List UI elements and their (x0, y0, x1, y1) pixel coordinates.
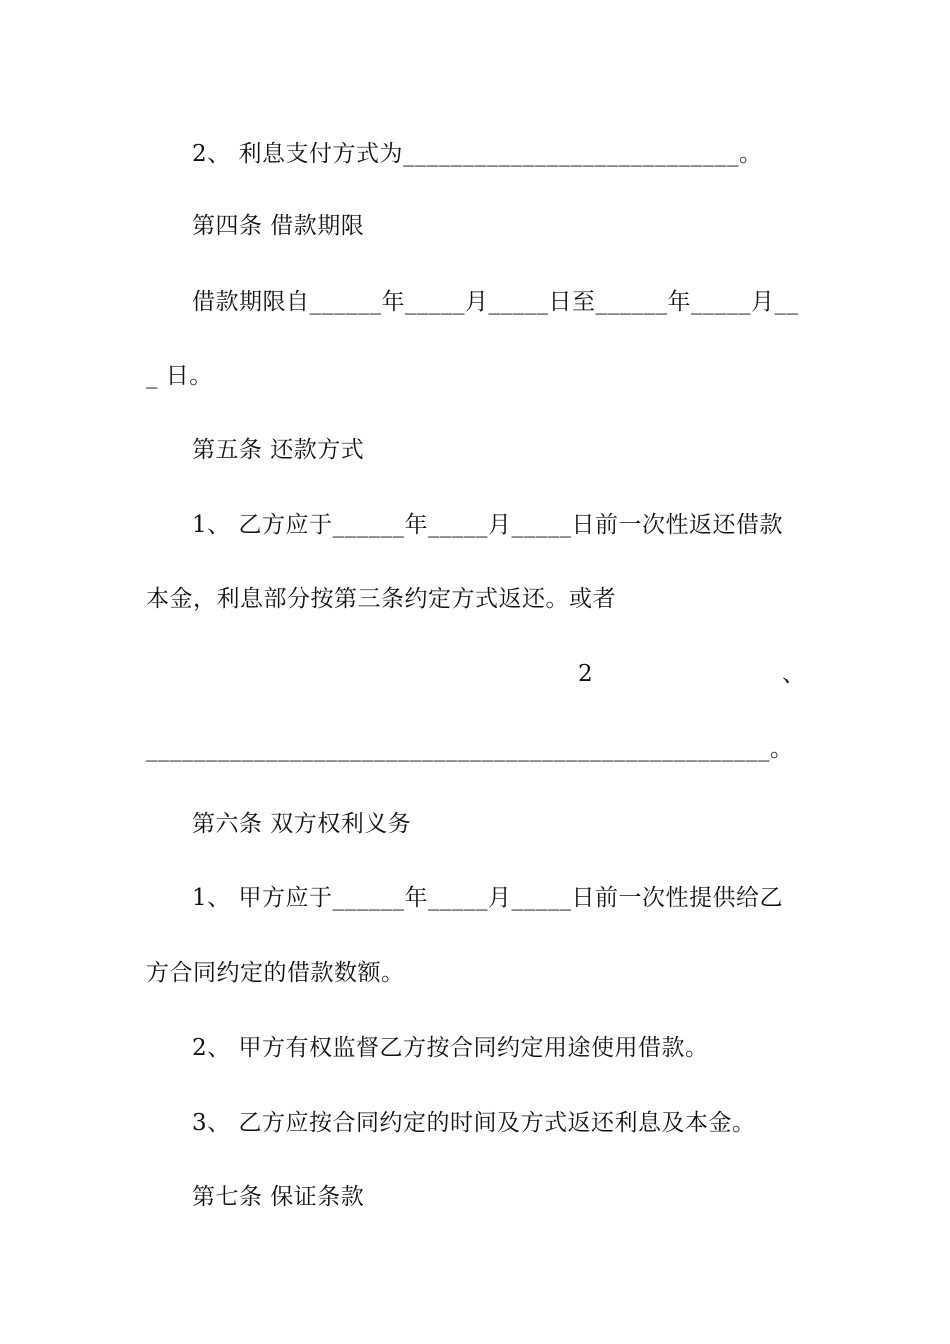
article-4-heading: 第四条 借款期限 (192, 213, 365, 239)
clause-3-item-2-interest-payment: 2、 利息支付方式为____________________________。 (192, 141, 763, 167)
loan-term-line-continuation: _ 日。 (146, 363, 213, 389)
repayment-item-1: 1、 乙方应于______年_____月_____日前一次性返还借款 (192, 512, 783, 538)
article-7-heading: 第七条 保证条款 (192, 1184, 365, 1210)
article-6-heading: 第六条 双方权利义务 (192, 811, 412, 837)
repayment-item-2-separator: 、 (782, 661, 806, 687)
rights-item-1: 1、 甲方应于______年_____月_____日前一次性提供给乙 (192, 885, 783, 911)
loan-term-line: 借款期限自______年_____月_____日至______年_____月__ (192, 289, 799, 315)
rights-item-1-continuation: 方合同约定的借款数额。 (146, 960, 405, 986)
repayment-item-1-continuation: 本金，利息部分按第三条约定方式返还。或者 (146, 586, 616, 612)
rights-item-3: 3、 乙方应按合同约定的时间及方式返还利息及本金。 (192, 1110, 756, 1136)
repayment-item-2-number: 2 (578, 661, 594, 687)
repayment-item-2-blank: ____________________________________________________。 (146, 736, 794, 762)
rights-item-2: 2、 甲方有权监督乙方按合同约定用途使用借款。 (192, 1035, 709, 1061)
article-5-heading: 第五条 还款方式 (192, 437, 365, 463)
